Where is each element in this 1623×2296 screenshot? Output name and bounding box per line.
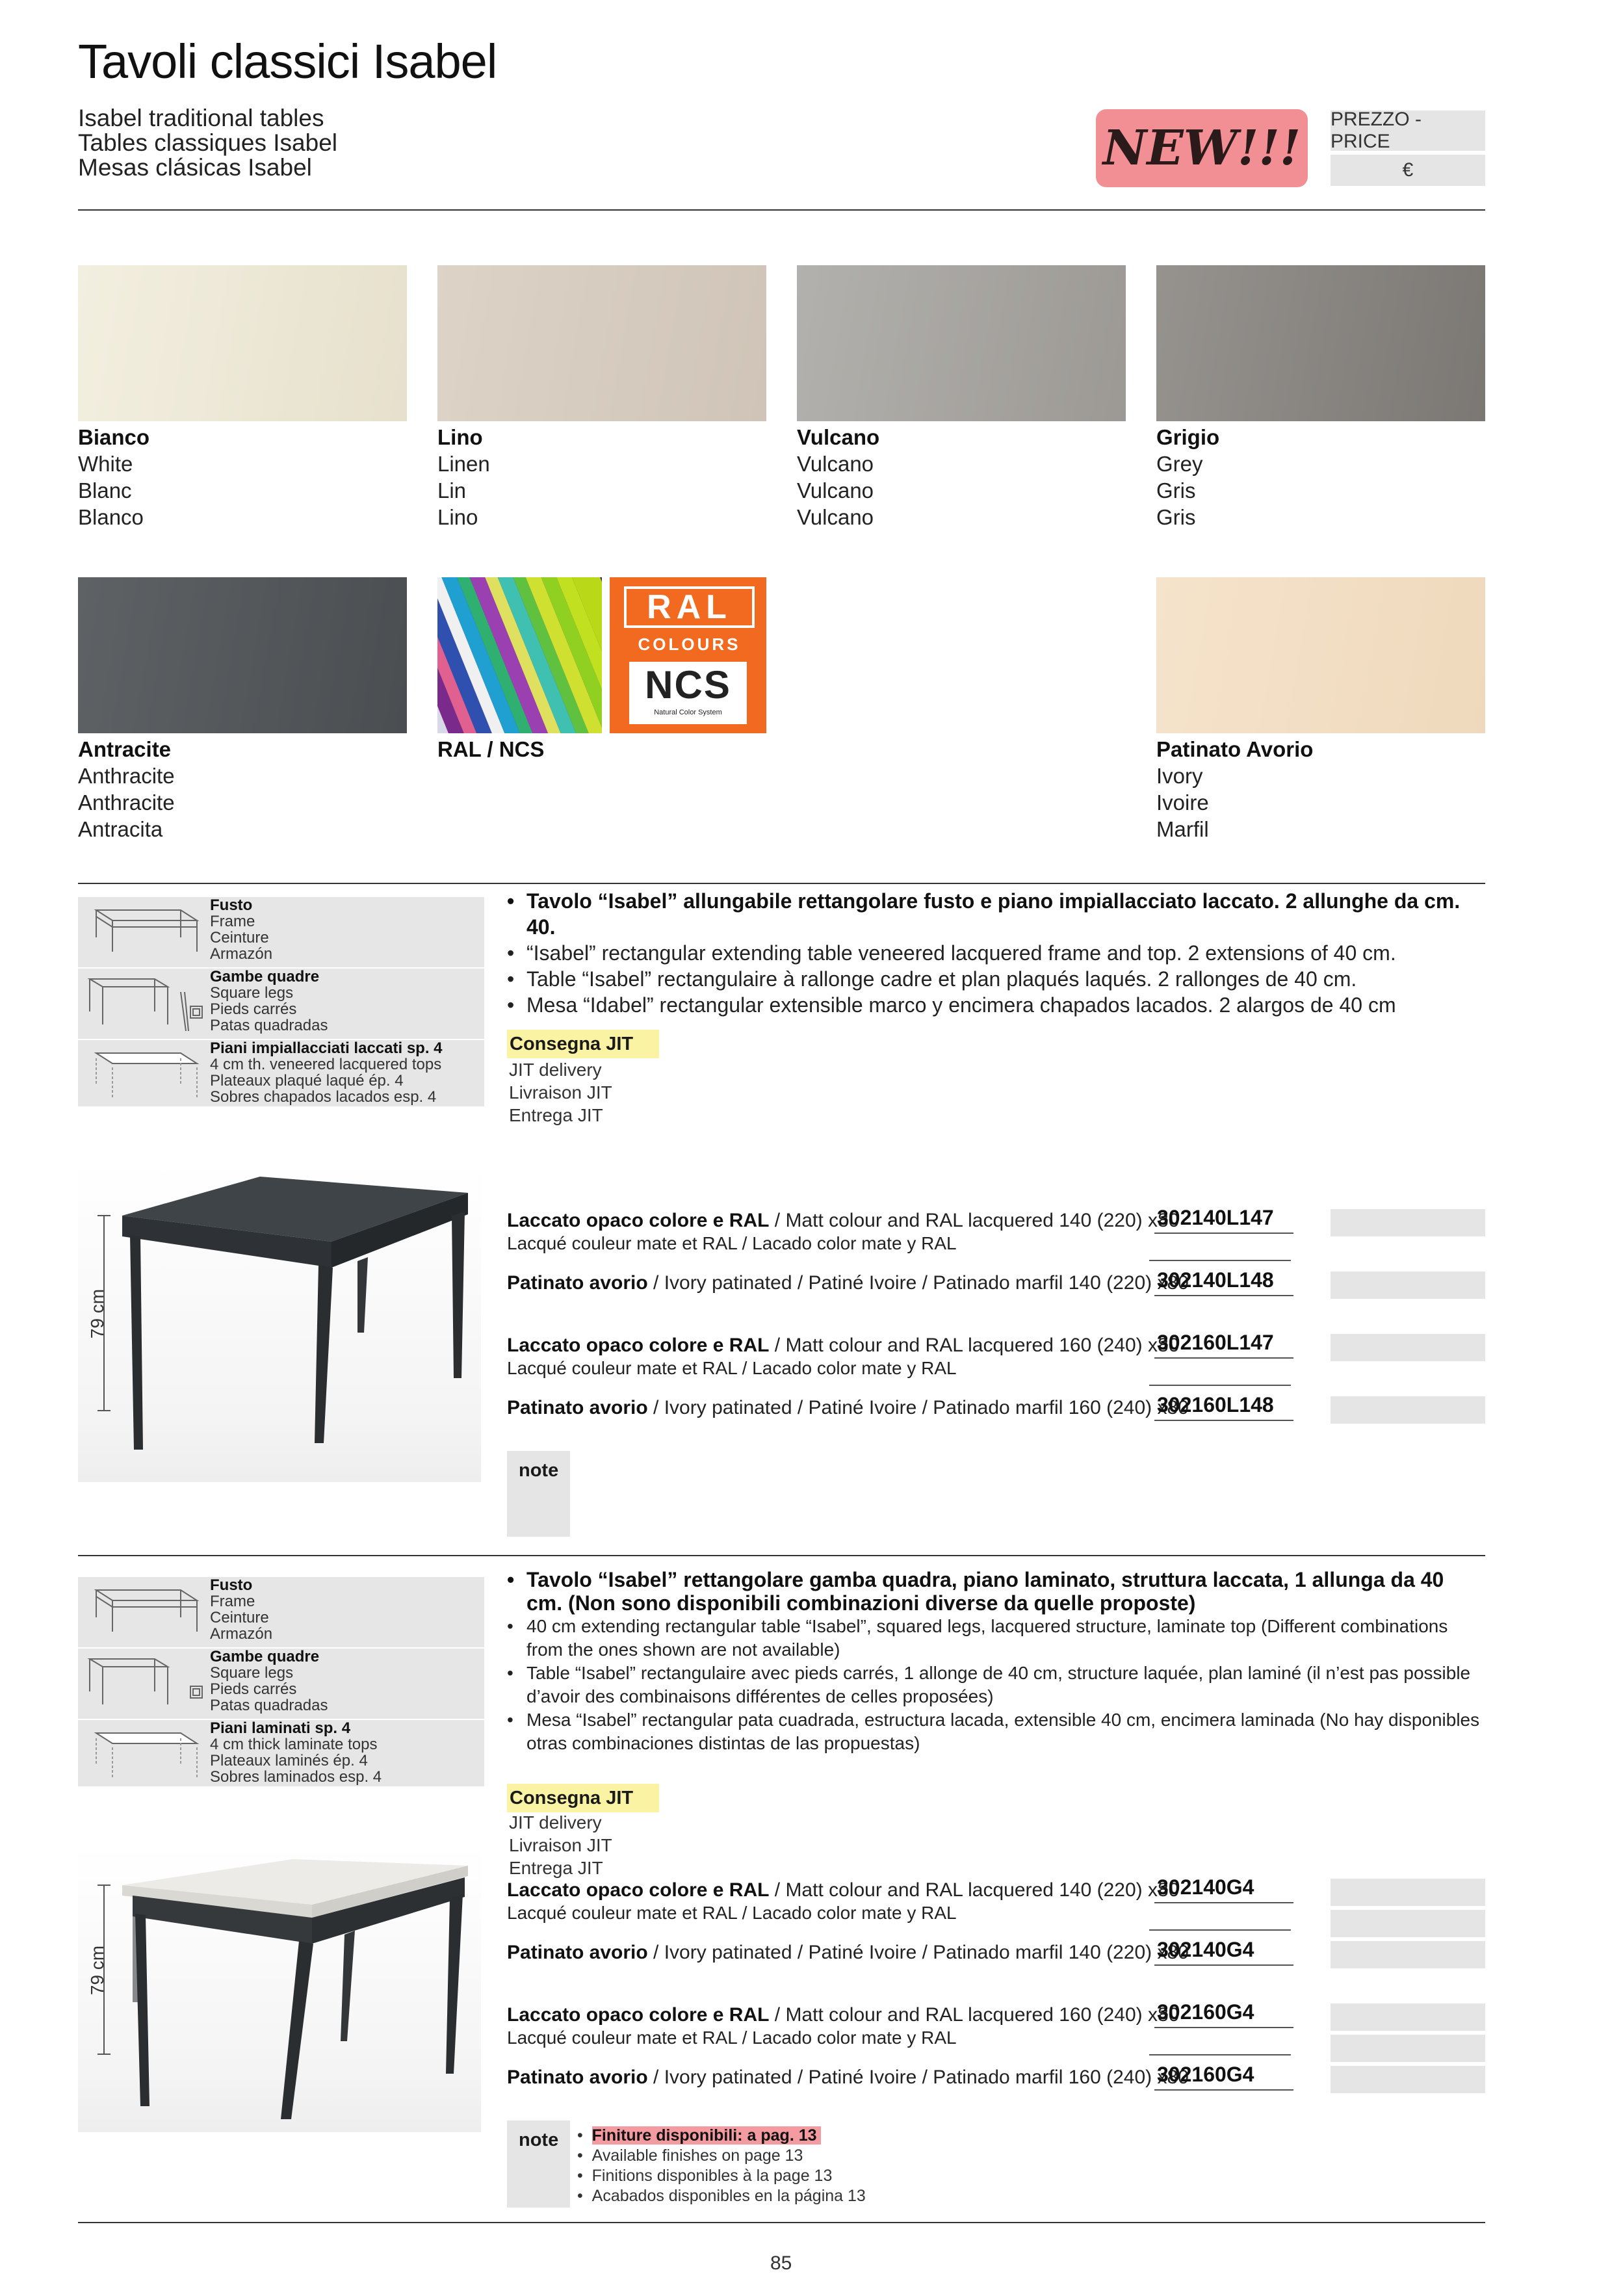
product-subline-1: Lacqué couleur mate et RAL / Lacado color mate y RAL [507,1233,957,1253]
ral-ncs-logo [610,577,766,733]
note-text: Acabados disponibles en la página 13 [591,2187,866,2205]
finish-es: Vulcano [797,505,874,529]
price-cell [1331,2066,1485,2093]
finish-fr: Vulcano [797,478,874,502]
top-icon [83,1724,207,1784]
product-code[interactable]: 302140G4 [1154,1935,1293,1966]
description-line: • “Isabel” rectangular extending table veneered lacquered frame and top. 2 extensions of 40 cm. [507,940,1482,966]
product-code[interactable]: 302140L148 [1154,1265,1293,1296]
height-dimension-label: 79 cm [87,1945,108,1996]
code-underline [1149,1929,1291,1931]
top-icon [83,1044,207,1104]
spec-line: Sobres laminados esp. 4 [210,1768,382,1786]
spec-text [210,1040,443,1105]
spec-box-2 [78,1577,484,1786]
spec-title: Gambe quadre [210,1648,320,1665]
finish-es: Blanco [78,505,144,529]
jit-line: Livraison JIT [509,1835,612,1855]
description-line: • Tavolo “Isabel” rettangolare gamba quadra, piano laminato, struttura laccata, 1 allunga da 40 cm. (Non sono disponibili combinazioni diverse da quelle proposte) [507,1568,1482,1615]
square-legs-icon [83,1652,207,1712]
note-list [577,2126,866,2206]
description-line: • Tavolo “Isabel” allungabile rettangolare fusto e piano impiallacciato laccato. 2 allunghe da cm. 40. [507,888,1482,940]
finish-fr: Blanc [78,478,132,502]
jit-label-1: Consegna JIT [507,1030,659,1058]
product-code[interactable]: 302160L147 [1154,1327,1293,1359]
jit-label-2: Consegna JIT [507,1784,659,1812]
code-underline [1149,1260,1291,1261]
product-description-1 [507,888,1482,1018]
jit-line: Entrega JIT [509,1858,603,1878]
finish-fr: Ivoire [1156,790,1209,815]
spec-text [210,1720,382,1785]
note-highlight: Finiture disponibili: a pag. 13 [592,2126,821,2145]
ncs-logo-text: NCS [645,663,731,707]
description-line: • 40 cm extending rectangular table “Isabel”, squared legs, lacquered structure, laminate top (Different combinations from the ones shown are not available) [507,1615,1482,1662]
subtitle-fr: Tables classiques Isabel [78,129,337,156]
product-line-2 [507,1272,1189,1295]
frame-icon [83,1581,207,1641]
spec-line: Square legs [210,984,294,1002]
height-dimension-label: 79 cm [87,1288,108,1339]
description-line: • Table “Isabel” rectangulaire avec pieds carrés, 1 allonge de 40 cm, structure laquée, plan laminé (il n’est pas possible d’avoir des combinaisons différentes de celles proposées) [507,1662,1482,1708]
note-box-2 [507,2120,570,2208]
price-cell [1331,1879,1485,1906]
product-line-1 [507,1209,1179,1233]
ral-stripes-image [437,577,602,733]
spec-line: Plateaux plaqué laqué ép. 4 [210,1072,404,1089]
product-code[interactable]: 302160G4 [1154,1997,1293,2028]
product-code[interactable]: 302140L147 [1154,1203,1293,1234]
description-line: • Table “Isabel” rectangulaire à rallonge cadre et plan plaqués laqués. 2 rallonges de 40 cm. [507,966,1482,992]
price-cell [1331,1910,1485,1937]
product-line-5 [507,1879,1179,1902]
swatch-patinato-avorio [1156,577,1485,733]
product-name: Patinato avorio [507,1942,648,1963]
product-line-7 [507,2003,1179,2027]
spec-line: Patas quadradas [210,1697,328,1714]
product-name: Laccato opaco colore e RAL [507,1879,770,1901]
page-title: Tavoli classici Isabel [78,34,497,88]
finish-en: Ivory [1156,764,1203,788]
finish-label-grigio [1156,424,1219,530]
finish-name: Grigio [1156,425,1220,449]
price-cell [1331,1941,1485,1968]
finish-name: RAL / NCS [437,737,545,761]
description-line: • Mesa “Idabel” rectangular extensible marco y encimera chapados lacados. 2 alargos de 40 cm [507,992,1482,1018]
product-image-dark-table [78,1164,481,1482]
finish-label-patinato-avorio [1156,736,1313,842]
spec-line: Ceinture [210,1609,269,1626]
jit-lines-1 [509,1058,612,1127]
product-line-6 [507,1941,1189,1964]
price-header: PREZZO - PRICE [1331,111,1485,151]
note-item: • Finiture disponibili: a pag. 13 [577,2126,866,2146]
finish-name: Antracite [78,737,172,761]
swatch-bianco [78,265,407,421]
note-text: Finitions disponibles à la page 13 [591,2167,833,2185]
swatch-vulcano [797,265,1126,421]
spec-title: Gambe quadre [210,968,320,985]
spec-line: Plateaux laminés ép. 4 [210,1752,368,1769]
spec-line: Patas quadradas [210,1017,328,1034]
product-name: Patinato avorio [507,2067,648,2088]
note-item: • Acabados disponibles en la página 13 [577,2187,866,2205]
swatch-antracite [78,577,407,733]
product-subline-5: Lacqué couleur mate et RAL / Lacado color mate y RAL [507,1903,957,1923]
finish-label-lino [437,424,490,530]
code-underline [1149,2054,1291,2055]
spec-line: Pieds carrés [210,1000,297,1018]
finish-es: Lino [437,505,478,529]
jit-lines-2 [509,1811,612,1879]
spec-line: Square legs [210,1664,294,1682]
product-line-4 [507,1396,1189,1420]
code-underline [1149,1385,1291,1386]
spec-line: Sobres chapados lacados esp. 4 [210,1088,437,1106]
product-name: Laccato opaco colore e RAL [507,1335,770,1356]
finish-name: Lino [437,425,483,449]
price-cell [1331,2003,1485,2031]
description-line: • Mesa “Isabel” rectangular pata cuadrada, estructura lacada, extensible 40 cm, encimera laminada (No hay disponibles otras combinaciones distintas de las propuestas) [507,1708,1482,1755]
product-code[interactable]: 302160G4 [1154,2059,1293,2091]
finish-es: Marfil [1156,817,1209,841]
finish-fr: Lin [437,478,467,502]
subtitle-en: Isabel traditional tables [78,105,324,131]
footer-divider [78,2222,1485,2223]
ral-logo-text: RAL [624,586,755,628]
product-name: Laccato opaco colore e RAL [507,2004,770,2026]
finish-label-ral-ncs [437,736,544,763]
finish-name: Patinato Avorio [1156,737,1314,761]
ral-colours-text: COLOURS [638,634,741,654]
spec-line: 4 cm th. veneered lacquered tops [210,1056,442,1073]
finish-name: Bianco [78,425,150,449]
ncs-logo [629,662,747,724]
product-desc: / Matt colour and RAL lacquered 160 (240) x80 [769,2004,1180,2026]
spec-line: Pieds carrés [210,1680,297,1698]
price-cell [1331,2035,1485,2062]
product-name: Patinato avorio [507,1272,648,1294]
price-cell [1331,1334,1485,1361]
spec-title: Fusto [210,1576,253,1594]
spec-line: Armazón [210,945,273,963]
spec-frame [78,897,484,962]
finish-label-bianco [78,424,149,530]
product-code[interactable]: 302140G4 [1154,1872,1293,1903]
product-subline-3: Lacqué couleur mate et RAL / Lacado color mate y RAL [507,1358,957,1378]
product-image-laminate-table [78,1846,481,2132]
spec-title: Fusto [210,896,253,914]
swatch-lino [437,265,766,421]
ncs-sub-text: Natural Color System [654,709,722,716]
spec-text [210,1577,272,1642]
note-item: • Finitions disponibles à la page 13 [577,2167,833,2185]
jit-line: JIT delivery [509,1060,602,1080]
finish-en: White [78,452,133,476]
spec-text [210,897,272,962]
finish-label-antracite [78,736,175,842]
spec-box-1 [78,897,484,1106]
section2-divider [78,1555,1485,1556]
currency-label: € [1331,155,1485,186]
product-line-8 [507,2066,1189,2089]
spec-line: Frame [210,913,255,930]
finish-label-vulcano [797,424,879,530]
finish-es: Gris [1156,505,1196,529]
product-desc: / Matt colour and RAL lacquered 140 (220) x80 [769,1210,1180,1231]
spec-frame [78,1577,484,1642]
frame-icon [83,901,207,961]
product-name: Patinato avorio [507,1397,648,1418]
jit-line: Entrega JIT [509,1105,603,1125]
spec-title: Piani laminati sp. 4 [210,1719,351,1737]
spec-line: 4 cm thick laminate tops [210,1736,378,1753]
price-cell [1331,1209,1485,1236]
section1-divider [78,883,1485,884]
note-text: Available finishes on page 13 [591,2146,803,2165]
product-desc: / Matt colour and RAL lacquered 140 (220) x80 [769,1879,1180,1901]
finish-fr: Gris [1156,478,1196,502]
spec-line: Armazón [210,1625,273,1643]
finish-fr: Anthracite [78,790,175,815]
square-legs-icon [83,972,207,1032]
finish-en: Anthracite [78,764,175,788]
note-label: note [519,2130,559,2150]
spec-line: Frame [210,1593,255,1610]
product-desc: / Ivory patinated / Patiné Ivoire / Patinado marfil 160 (240) x80 [647,2067,1189,2088]
note-label: note [519,1460,559,1481]
spec-text [210,1649,328,1714]
product-subline-7: Lacqué couleur mate et RAL / Lacado color mate y RAL [507,2028,957,2048]
subtitle-es: Mesas clásicas Isabel [78,154,312,181]
product-line-3 [507,1334,1179,1357]
product-description-2 [507,1568,1482,1755]
finish-en: Linen [437,452,490,476]
swatch-grigio [1156,265,1485,421]
spec-title: Piani impiallacciati laccati sp. 4 [210,1039,443,1057]
product-desc: / Ivory patinated / Patiné Ivoire / Patinado marfil 140 (220) x80 [647,1272,1189,1294]
spec-text [210,969,328,1034]
spec-top [78,1040,484,1105]
finish-es: Antracita [78,817,163,841]
new-badge: NEW!!! [1096,109,1308,187]
spec-square-legs [78,1649,484,1714]
jit-line: JIT delivery [509,1812,602,1833]
note-box-1 [507,1451,570,1537]
product-code[interactable]: 302160L148 [1154,1390,1293,1421]
note-item: • Available finishes on page 13 [577,2146,803,2165]
product-name: Laccato opaco colore e RAL [507,1210,770,1231]
price-cell [1331,1272,1485,1299]
product-desc: / Ivory patinated / Patiné Ivoire / Patinado marfil 140 (220) x80 [647,1942,1189,1963]
spec-square-legs [78,969,484,1034]
jit-line: Livraison JIT [509,1082,612,1102]
spec-line: Ceinture [210,929,269,946]
finish-en: Vulcano [797,452,874,476]
spec-top [78,1720,484,1785]
finish-name: Vulcano [797,425,880,449]
page-number: 85 [770,2252,792,2274]
product-desc: / Ivory patinated / Patiné Ivoire / Patinado marfil 160 (240) x80 [647,1397,1189,1418]
price-cell [1331,1396,1485,1424]
header-divider [78,209,1485,211]
product-desc: / Matt colour and RAL lacquered 160 (240) x80 [769,1335,1180,1356]
finish-en: Grey [1156,452,1203,476]
